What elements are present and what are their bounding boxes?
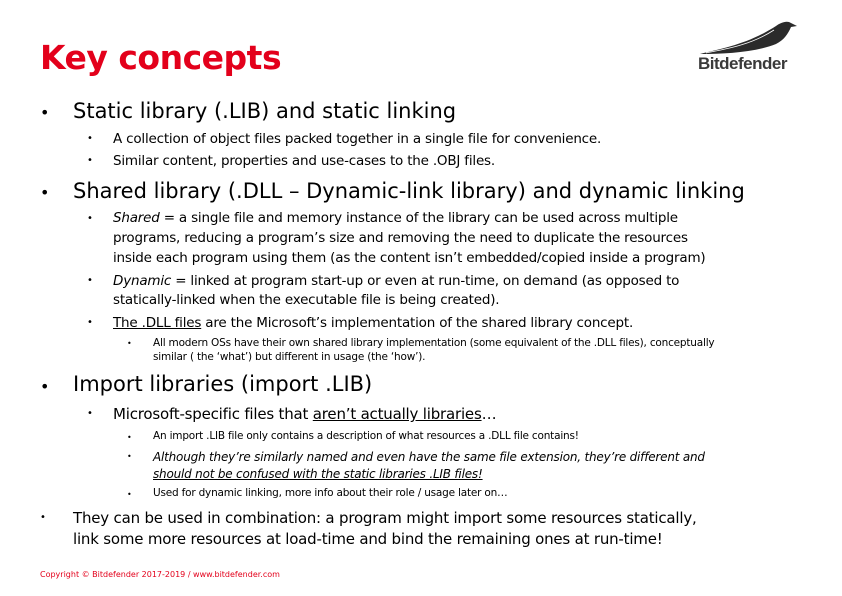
term-dynamic: Dynamic xyxy=(113,273,172,289)
list-item-dynamic xyxy=(113,273,679,289)
page-title: Key concepts xyxy=(40,38,282,77)
term-dll-files: The .DLL files xyxy=(113,315,202,331)
logo-text: Bitdefender xyxy=(698,54,787,73)
paragraph-combination: They can be used in combination: a program might import some resources statically, xyxy=(73,509,697,527)
sub-item: Although they’re similarly named and even have the same file extension, they’re different and xyxy=(153,450,705,464)
bullet: • xyxy=(127,339,132,348)
sub-item: All modern OSs have their own shared library implementation (some equivalent of the .DLL files), conceptually xyxy=(153,337,715,349)
sub-item: An import .LIB file only contains a description of what resources a .DLL file contains! xyxy=(153,430,579,442)
bullet: • xyxy=(87,408,93,419)
bullet: • xyxy=(127,452,132,461)
sub-item-continuation: similar ( the ‘what’) but different in usage (the ‘how’). xyxy=(153,351,426,363)
bullet: • xyxy=(40,103,50,122)
text: = a single file and memory instance of the library can be used across multiple xyxy=(159,210,678,226)
list-item-shared xyxy=(113,210,678,226)
bullet: • xyxy=(87,155,93,166)
bullet: • xyxy=(87,275,93,286)
bullet: • xyxy=(87,213,93,224)
list-item: A collection of object files packed together in a single file for convenience. xyxy=(113,131,602,147)
list-item-dll xyxy=(113,315,633,331)
underlined-text: aren’t actually libraries xyxy=(312,405,482,423)
paragraph-combination-continuation: link some more resources at load-time and bind the remaining ones at run-time! xyxy=(73,530,663,548)
bullet: • xyxy=(40,183,50,202)
section-heading-import: Import libraries (import .LIB) xyxy=(73,372,373,396)
text: = linked at program start-up or even at run-time, on demand (as opposed to xyxy=(171,273,680,289)
text: are the Microsoft’s implementation of the shared library concept. xyxy=(201,315,634,331)
bullet: • xyxy=(87,133,93,144)
list-item-continuation: programs, reducing a program’s size and removing the need to duplicate the resources xyxy=(113,230,688,246)
list-item: Similar content, properties and use-cases to the .OBJ files. xyxy=(113,153,495,169)
sub-item: Used for dynamic linking, more info about their role / usage later on… xyxy=(153,487,508,499)
text: Microsoft-specific files that xyxy=(113,405,313,423)
bullet: • xyxy=(127,490,132,499)
section-heading-static: Static library (.LIB) and static linking xyxy=(73,99,457,123)
bitdefender-logo xyxy=(696,18,804,80)
list-item-continuation: inside each program using them (as the content isn’t embedded/copied inside a program) xyxy=(113,250,706,266)
list-item-continuation: statically-linked when the executable file is being created). xyxy=(113,292,500,308)
bullet: • xyxy=(87,317,93,328)
section-heading-shared: Shared library (.DLL – Dynamic-link library) and dynamic linking xyxy=(73,179,745,203)
footer-copyright: Copyright © Bitdefender 2017-2019 / www.bitdefender.com xyxy=(40,570,280,579)
bird-icon xyxy=(696,18,804,58)
bullet: • xyxy=(127,433,132,442)
text: … xyxy=(481,405,497,423)
list-item-import xyxy=(113,405,496,423)
term-shared: Shared xyxy=(113,210,160,226)
sub-item-continuation: should not be confused with the static libraries .LIB files! xyxy=(153,467,483,481)
bullet: • xyxy=(40,512,46,523)
bullet: • xyxy=(40,377,50,396)
